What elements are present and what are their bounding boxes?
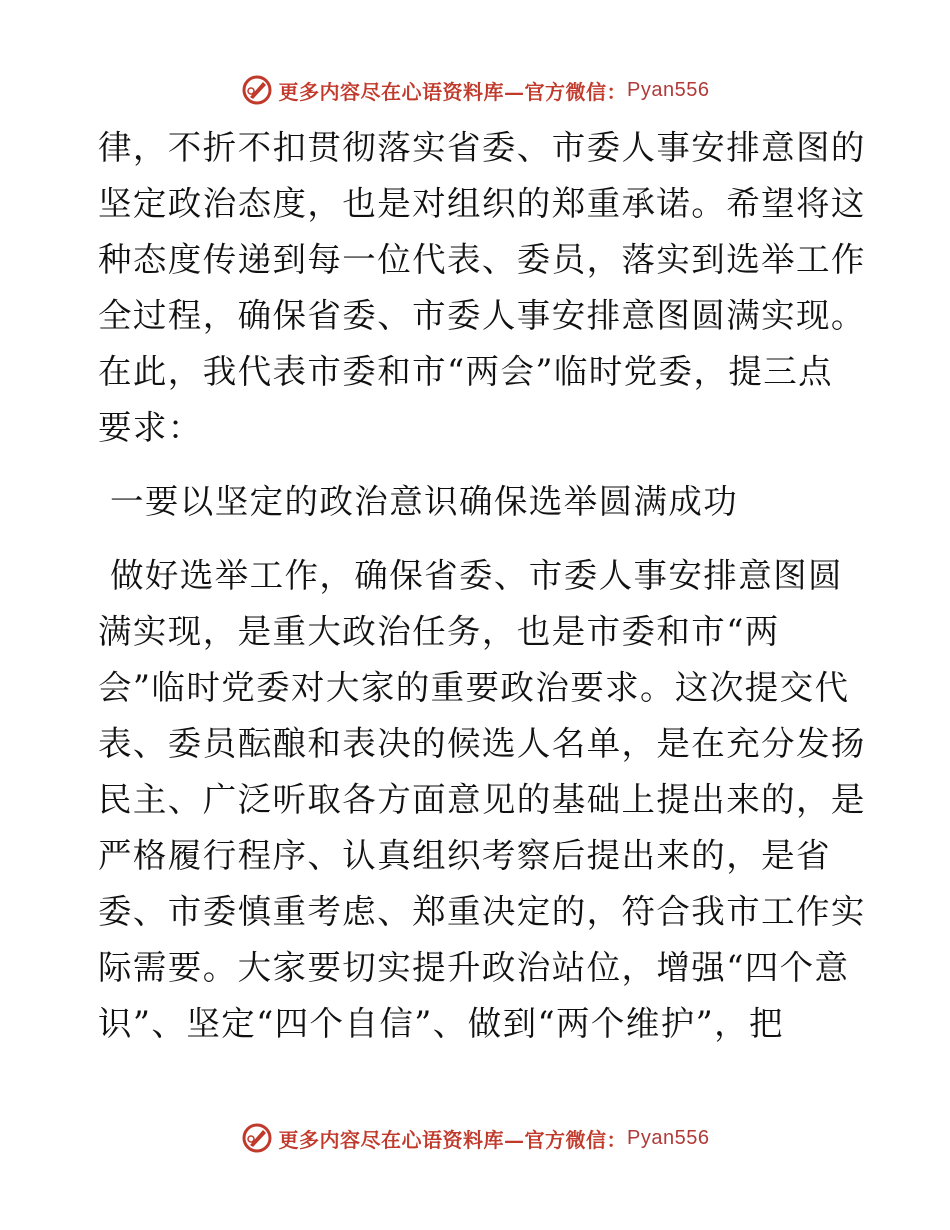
paragraph-line: 际需要。大家要切实提升政治站位，增强“四个意 xyxy=(98,948,850,987)
footer-wechat-account: Pyan556 xyxy=(627,1126,710,1149)
paragraph-line: 在此，我代表市委和市“两会”临时党委，提三点 xyxy=(98,352,834,391)
paragraph-1 xyxy=(98,120,866,456)
section-heading: 一要以坚定的政治意识确保选举圆满成功 xyxy=(110,482,739,521)
paragraph-line: 坚定政治态度，也是对组织的郑重承诺。希望将这 xyxy=(98,184,866,223)
paragraph-line: 满实现，是重大政治任务，也是市委和市“两 xyxy=(98,612,780,651)
pen-logo-icon xyxy=(241,74,273,106)
paragraph-line: 全过程，确保省委、市委人事安排意图圆满实现。 xyxy=(98,296,866,335)
paragraph-line: 表、委员酝酿和表决的候选人名单，是在充分发扬 xyxy=(98,724,866,763)
paragraph-line: 严格履行程序、认真组织考察后提出来的，是省 xyxy=(98,836,831,875)
footer-banner-text: 更多内容尽在心语资料库—官方微信： xyxy=(278,1127,628,1152)
header-banner xyxy=(0,70,950,110)
paragraph-line: 种态度传递到每一位代表、委员，落实到选举工作 xyxy=(98,240,866,279)
paragraph-line: 识”、坚定“四个自信”、做到“两个维护”，把 xyxy=(98,1004,784,1043)
header-wechat-account: Pyan556 xyxy=(627,78,710,101)
paragraph-line: 做好选举工作，确保省委、市委人事安排意图圆 xyxy=(110,556,843,595)
document-body xyxy=(98,120,866,1052)
footer-banner xyxy=(0,1118,950,1158)
paragraph-2 xyxy=(98,548,866,1052)
header-banner-text: 更多内容尽在心语资料库—官方微信： xyxy=(278,79,628,104)
pen-logo-icon xyxy=(241,1122,273,1154)
paragraph-line: 律，不折不扣贯彻落实省委、市委人事安排意图的 xyxy=(98,128,866,167)
paragraph-line: 会”临时党委对大家的重要政治要求。这次提交代 xyxy=(98,668,850,707)
paragraph-line: 要求： xyxy=(98,408,203,447)
paragraph-line: 民主、广泛听取各方面意见的基础上提出来的，是 xyxy=(98,780,866,819)
paragraph-line: 委、市委慎重考虑、郑重决定的，符合我市工作实 xyxy=(98,892,866,931)
